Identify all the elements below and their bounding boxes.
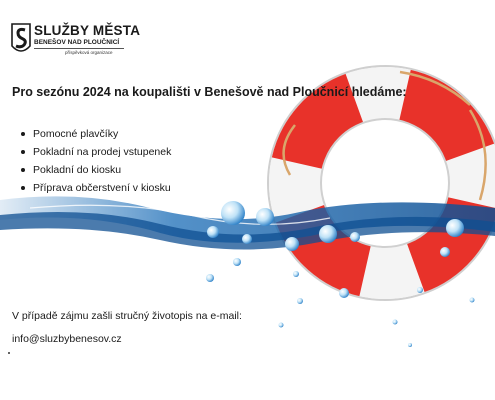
headline: Pro sezónu 2024 na koupališti v Benešově nad Ploučnicí hledáme: xyxy=(12,85,407,99)
positions-list xyxy=(18,125,171,197)
email-address: info@sluzbybenesov.cz xyxy=(12,333,122,345)
list-item: Pokladní na prodej vstupenek xyxy=(18,143,171,161)
contact-instructions: V případě zájmu zašli stručný životopis na e-mail: xyxy=(12,310,242,322)
stray-dot xyxy=(8,352,10,354)
list-item: Pokladní do kiosku xyxy=(18,161,171,179)
list-item: Příprava občerstvení v kiosku xyxy=(18,179,171,197)
logo-title: SLUŽBY MĚSTA xyxy=(34,23,141,38)
logo-subtitle: BENEŠOV NAD PLOUČNICÍ xyxy=(34,39,120,46)
list-item: Pomocné plavčíky xyxy=(18,125,171,143)
lifebuoy-icon xyxy=(268,66,495,300)
logo-tagline: příspěvková organizace xyxy=(65,50,113,55)
